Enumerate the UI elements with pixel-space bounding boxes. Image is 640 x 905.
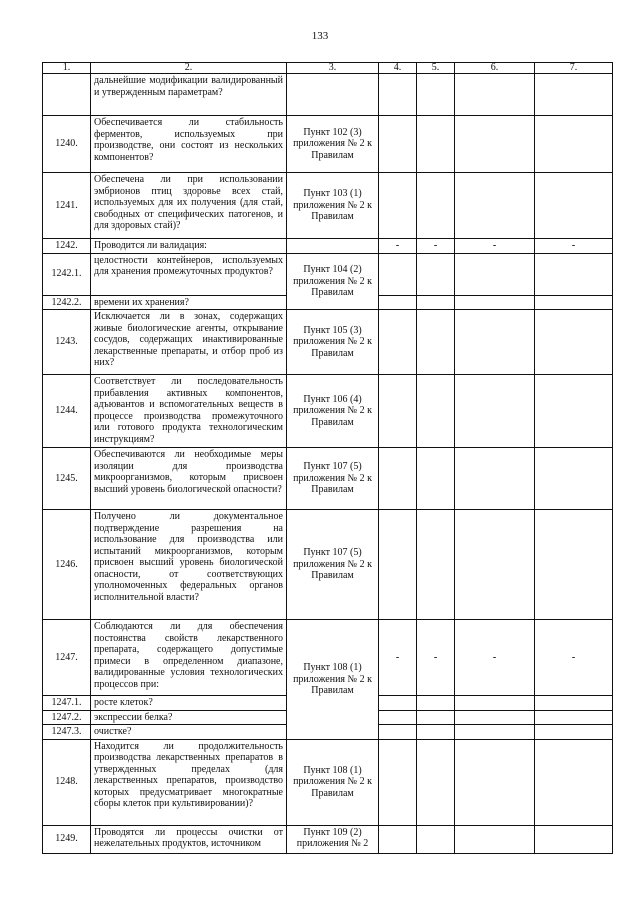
question-text: Проводятся ли процессы очистки от нежелательных продуктов, источником	[91, 825, 287, 853]
question-text: росте клеток?	[91, 696, 287, 711]
reference-text: Пункт 108 (1) приложения № 2 к Правилам	[287, 620, 379, 740]
item-number: 1242.2.	[43, 295, 91, 310]
answer-cell	[455, 739, 535, 825]
item-number: 1247.3.	[43, 725, 91, 740]
answer-cell	[379, 375, 417, 448]
answer-cell	[535, 116, 613, 173]
dash-cell: -	[417, 239, 455, 254]
answer-cell	[379, 116, 417, 173]
answer-cell	[417, 510, 455, 620]
reference-text: Пункт 104 (2) приложения № 2 к Правилам	[287, 253, 379, 310]
answer-cell	[417, 710, 455, 725]
item-number: 1242.1.	[43, 253, 91, 295]
header-cell: 3.	[287, 63, 379, 74]
answer-cell	[455, 725, 535, 740]
answer-cell	[417, 825, 455, 853]
answer-cell	[455, 253, 535, 295]
table-row	[43, 74, 613, 116]
answer-cell	[455, 696, 535, 711]
answer-cell	[535, 253, 613, 295]
answer-cell	[535, 173, 613, 239]
item-number: 1244.	[43, 375, 91, 448]
question-text: времени их хранения?	[91, 295, 287, 310]
answer-cell	[417, 725, 455, 740]
item-number: 1247.2.	[43, 710, 91, 725]
answer-cell	[455, 310, 535, 375]
answer-cell	[455, 510, 535, 620]
reference-text: Пункт 106 (4) приложения № 2 к Правилам	[287, 375, 379, 448]
question-text: Исключается ли в зонах, содержащих живые биологические агенты, открывание сосудов, содержащих инактивированные лекарственные препараты, и отбор проб из них?	[91, 310, 287, 375]
table-row	[43, 620, 613, 696]
reference-text: Пункт 109 (2) приложения № 2	[287, 825, 379, 853]
page-number: 133	[311, 30, 329, 42]
item-number: 1243.	[43, 310, 91, 375]
answer-cell	[379, 510, 417, 620]
question-text: целостности контейнеров, используемых для хранения промежуточных продуктов?	[91, 253, 287, 295]
question-text: Проводится ли валидация:	[91, 239, 287, 254]
question-text: Соответствует ли последовательность прибавления активных компонентов, адъювантов и вспомогательных веществ в процессе производства промежуточного или готового продукта технологическим инструкциям?	[91, 375, 287, 448]
dash-cell: -	[455, 239, 535, 254]
question-text: Обеспечена ли при использовании эмбрионов птиц здоровье всех стай, используемых для их получения (для стай, свободных от специфических патогенов, и для здоровых стай)?	[91, 173, 287, 239]
answer-cell	[455, 825, 535, 853]
question-text: Находится ли продолжительность производства лекарственных препаратов в утвержденных пределах (для лекарственных препаратов, производство которых предусматривает многократные сборы клеток при культивировании)?	[91, 739, 287, 825]
table-row	[43, 253, 613, 295]
item-number: 1242.	[43, 239, 91, 254]
item-number: 1247.	[43, 620, 91, 696]
answer-cell	[417, 448, 455, 510]
question-text: экспрессии белка?	[91, 710, 287, 725]
item-number: 1241.	[43, 173, 91, 239]
answer-cell	[379, 448, 417, 510]
dash-cell: -	[535, 239, 613, 254]
dash-cell: -	[455, 620, 535, 696]
item-number: 1240.	[43, 116, 91, 173]
header-cell: 6.	[455, 63, 535, 74]
item-number: 1248.	[43, 739, 91, 825]
header-cell: 5.	[417, 63, 455, 74]
reference-text	[287, 239, 379, 254]
answer-cell	[417, 295, 455, 310]
answer-cell	[417, 253, 455, 295]
header-cell: 2.	[91, 63, 287, 74]
header-row	[43, 63, 613, 74]
table-row	[43, 116, 613, 173]
answer-cell	[417, 74, 455, 116]
item-number: 1249.	[43, 825, 91, 853]
answer-cell	[417, 116, 455, 173]
answer-cell	[535, 710, 613, 725]
answer-cell	[535, 310, 613, 375]
answer-cell	[535, 725, 613, 740]
table-row	[43, 173, 613, 239]
answer-cell	[535, 696, 613, 711]
question-text: Получено ли документальное подтверждение разрешения на использование для производства или испытаний микроорганизмов, которым присвоен высший уровень биологической опасности, от соответствующих уполномоченных федеральных органов исполнительной власти?	[91, 510, 287, 620]
question-text: очистке?	[91, 725, 287, 740]
answer-cell	[455, 173, 535, 239]
item-number: 1247.1.	[43, 696, 91, 711]
reference-text: Пункт 103 (1) приложения № 2 к Правилам	[287, 173, 379, 239]
checklist-table	[42, 62, 613, 854]
table-row	[43, 448, 613, 510]
item-number	[43, 74, 91, 116]
answer-cell	[379, 295, 417, 310]
answer-cell	[379, 253, 417, 295]
dash-cell: -	[379, 239, 417, 254]
answer-cell	[535, 295, 613, 310]
answer-cell	[379, 696, 417, 711]
table-row	[43, 375, 613, 448]
table-row	[43, 739, 613, 825]
reference-text: Пункт 107 (5) приложения № 2 к Правилам	[287, 510, 379, 620]
answer-cell	[417, 375, 455, 448]
answer-cell	[379, 825, 417, 853]
header-cell: 1.	[43, 63, 91, 74]
answer-cell	[455, 448, 535, 510]
answer-cell	[535, 825, 613, 853]
header-cell: 4.	[379, 63, 417, 74]
question-text: дальнейшие модификации валидированный и утвержденным параметрам?	[91, 74, 287, 116]
dash-cell: -	[417, 620, 455, 696]
answer-cell	[379, 310, 417, 375]
table-row	[43, 825, 613, 853]
question-text: Обеспечиваются ли необходимые меры изоляции для производства микроорганизмов, которым присвоен высший уровень биологической опасности?	[91, 448, 287, 510]
reference-text: Пункт 105 (3) приложения № 2 к Правилам	[287, 310, 379, 375]
answer-cell	[455, 74, 535, 116]
header-cell: 7.	[535, 63, 613, 74]
answer-cell	[535, 739, 613, 825]
answer-cell	[417, 739, 455, 825]
answer-cell	[535, 74, 613, 116]
answer-cell	[455, 295, 535, 310]
answer-cell	[417, 696, 455, 711]
table-row	[43, 310, 613, 375]
answer-cell	[455, 375, 535, 448]
reference-text: Пункт 102 (3) приложения № 2 к Правилам	[287, 116, 379, 173]
answer-cell	[379, 739, 417, 825]
item-number: 1246.	[43, 510, 91, 620]
answer-cell	[417, 173, 455, 239]
reference-text	[287, 74, 379, 116]
answer-cell	[379, 173, 417, 239]
answer-cell	[535, 375, 613, 448]
dash-cell: -	[379, 620, 417, 696]
answer-cell	[535, 448, 613, 510]
answer-cell	[535, 510, 613, 620]
answer-cell	[455, 116, 535, 173]
reference-text: Пункт 108 (1) приложения № 2 к Правилам	[287, 739, 379, 825]
question-text: Соблюдаются ли для обеспечения постоянства свойств лекарственного препарата, содержащего допустимые примеси в определенном диапазоне, валидированные условия технологических процессов при:	[91, 620, 287, 696]
item-number: 1245.	[43, 448, 91, 510]
answer-cell	[417, 310, 455, 375]
dash-cell: -	[535, 620, 613, 696]
answer-cell	[455, 710, 535, 725]
answer-cell	[379, 710, 417, 725]
reference-text: Пункт 107 (5) приложения № 2 к Правилам	[287, 448, 379, 510]
answer-cell	[379, 74, 417, 116]
answer-cell	[379, 725, 417, 740]
question-text: Обеспечивается ли стабильность ферментов, используемых при производстве, они состоят из нескольких компонентов?	[91, 116, 287, 173]
table-row	[43, 239, 613, 254]
table-row	[43, 510, 613, 620]
